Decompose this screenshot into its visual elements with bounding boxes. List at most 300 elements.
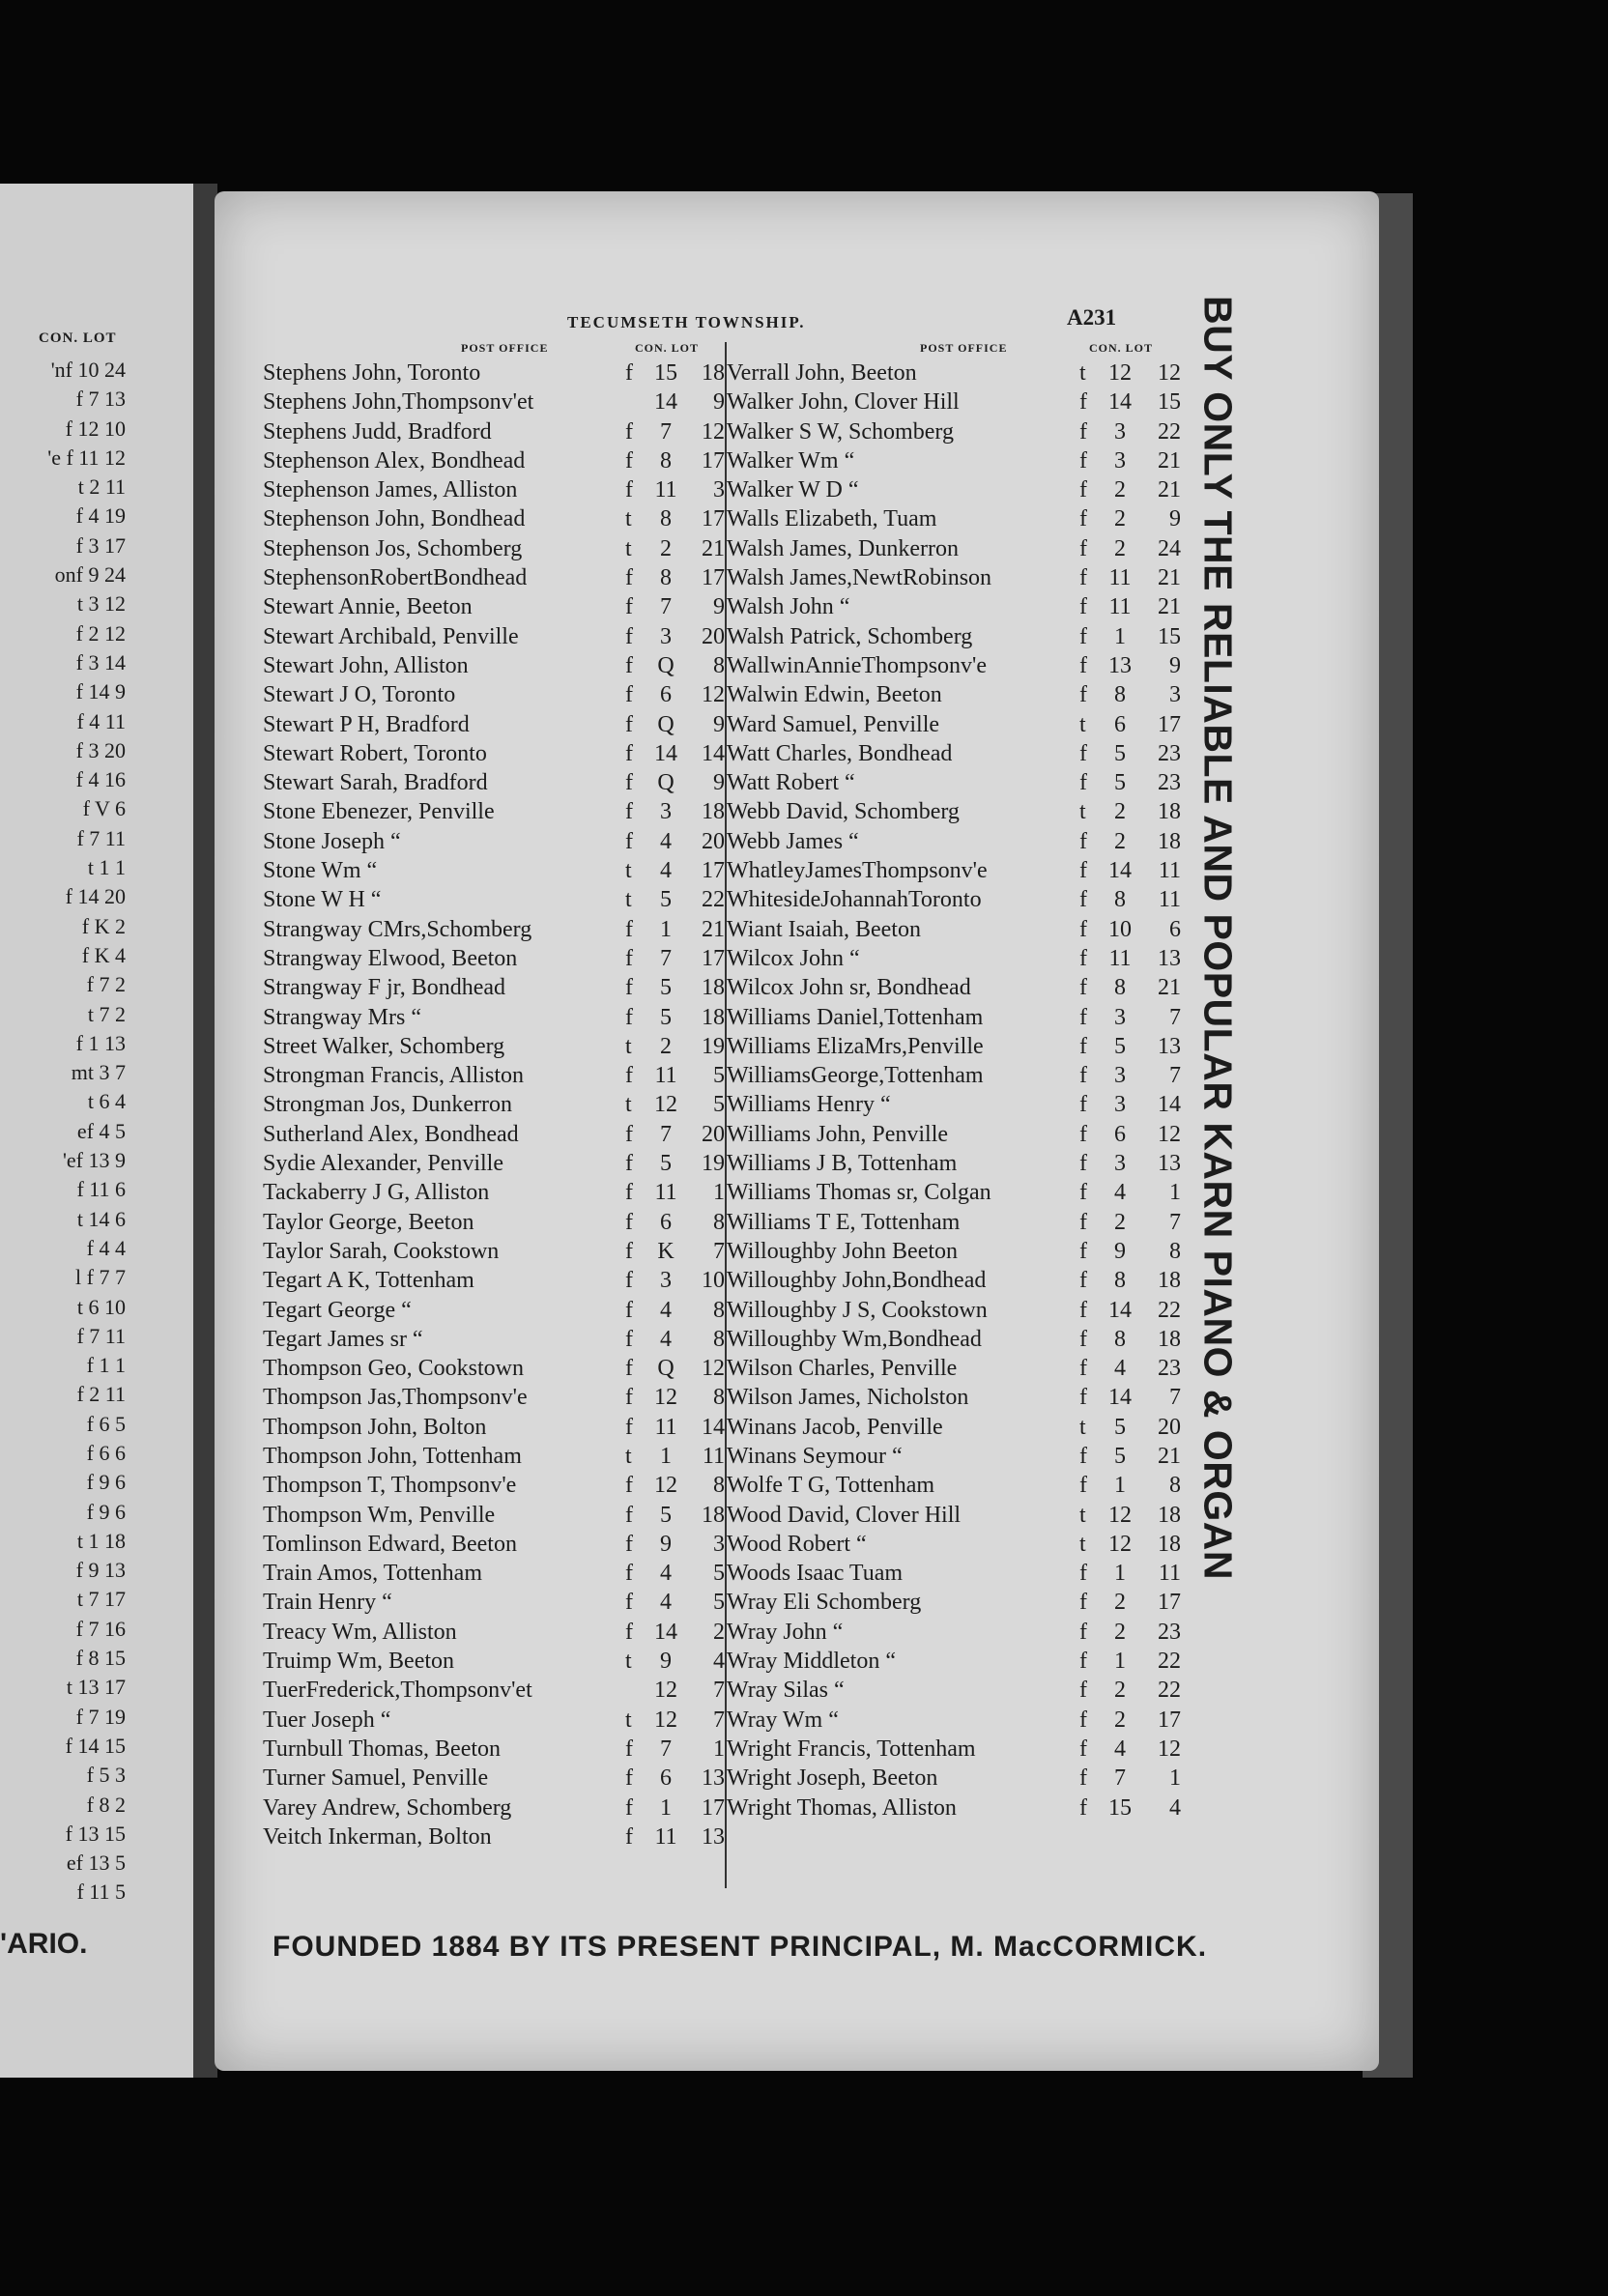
entry-concession: 3 [660,799,672,825]
entry-tenure: f [625,360,633,386]
entry-concession: 1 [660,1794,672,1821]
entry-tenure: f [625,1823,633,1850]
entry-concession: 6 [660,1765,672,1792]
entry-concession: 2 [660,1033,672,1059]
entry-concession: 2 [1114,1590,1126,1616]
entry-name: Strangway F jr, Bondhead [263,975,506,1001]
left-page-entry: f 2 12 [75,620,126,646]
entry-name: Williams ElizaMrs,Penville [727,1033,984,1059]
entry-lot: 21 [1158,975,1181,1001]
entry-name: Thompson Wm, Penville [263,1502,496,1528]
directory-entry [727,1794,1186,1822]
entry-lot: 19 [702,1151,725,1177]
left-page-entry: f 5 3 [86,1763,126,1788]
directory-entry [263,915,725,944]
directory-entry [263,1325,725,1354]
entry-lot: 23 [1158,1356,1181,1382]
entry-name: Watt Robert “ [727,770,855,796]
directory-entry [727,1706,1186,1735]
entry-tenure: f [625,1531,633,1557]
entry-lot: 10 [702,1268,725,1294]
entry-concession: Q [657,652,675,678]
left-page-entry: f 8 15 [75,1646,126,1671]
entry-lot: 12 [702,682,725,708]
entry-lot: 4 [1169,1794,1181,1821]
entry-name: Walker John, Clover Hill [727,389,960,416]
entry-concession: 12 [1108,1531,1132,1557]
entry-concession: 8 [660,565,672,591]
directory-entry [727,651,1186,680]
entry-concession: 12 [654,1385,677,1411]
entry-tenure: f [1079,975,1087,1001]
entry-lot: 7 [1169,1063,1181,1089]
entry-tenure: t [1079,360,1086,386]
directory-entry [263,1735,725,1764]
entry-tenure: f [1079,682,1087,708]
entry-lot: 18 [1158,799,1181,825]
page-number: A231 [1067,305,1117,330]
entry-concession: 5 [1114,740,1126,766]
entry-lot: 17 [1158,1590,1181,1616]
entry-name: Walker S W, Schomberg [727,418,954,445]
entry-tenure: f [625,1765,633,1792]
directory-entry [263,1588,725,1617]
entry-tenure: f [1079,1326,1087,1352]
entry-lot: 9 [1169,506,1181,532]
entry-lot: 13 [1158,1033,1181,1059]
entry-concession: 2 [1114,1619,1126,1645]
entry-name: Williams Daniel,Tottenham [727,1004,984,1030]
entry-concession: 15 [1108,1794,1132,1821]
entry-lot: 22 [1158,418,1181,445]
directory-entry [263,1822,725,1851]
directory-entry [727,1003,1186,1032]
entry-name: Thompson Jas,Thompsonv'e [263,1385,528,1411]
left-page-column [0,356,126,1908]
entry-name: Walker W D “ [727,477,859,503]
entry-tenure: f [625,1794,633,1821]
entry-tenure: t [1079,711,1086,737]
entry-lot: 21 [702,916,725,942]
entry-tenure: f [1079,828,1087,854]
entry-lot: 15 [1158,623,1181,649]
entry-tenure: f [625,1121,633,1147]
directory-entry [727,944,1186,973]
entry-lot: 8 [1169,1238,1181,1264]
left-page-entry: f 7 11 [76,825,126,850]
entry-concession: 3 [1114,1063,1126,1089]
entry-lot: 12 [1158,1121,1181,1147]
left-page-entry: f 11 6 [76,1177,126,1202]
directory-entry [727,1530,1186,1559]
entry-lot: 9 [713,711,725,737]
entry-lot: 13 [702,1765,725,1792]
entry-tenure: f [1079,623,1087,649]
entry-concession: 7 [1114,1765,1126,1792]
entry-lot: 3 [1169,682,1181,708]
directory-entry [263,651,725,680]
directory-entry [727,1588,1186,1617]
left-page-entry: f 7 2 [86,972,126,997]
entry-tenure: f [1079,1151,1087,1177]
directory-entry [727,827,1186,856]
entry-name: Williams T E, Tottenham [727,1209,961,1235]
left-page-entry: t 3 12 [76,591,126,617]
entry-name: Wilson Charles, Penville [727,1356,958,1382]
left-page-footer: 'ARIO. [0,1928,88,1960]
entry-lot: 23 [1158,740,1181,766]
directory-entry [263,1178,725,1207]
entry-concession: 8 [1114,887,1126,913]
entry-tenure: f [1079,565,1087,591]
entry-name: Stewart Archibald, Penville [263,623,519,649]
entry-name: Stephenson Alex, Bondhead [263,447,526,474]
entry-concession: Q [657,711,675,737]
entry-concession: 5 [660,1502,672,1528]
entry-concession: 7 [660,1736,672,1762]
left-page-entry: f 4 19 [75,503,126,529]
entry-lot: 20 [702,828,725,854]
entry-concession: 1 [1114,1473,1126,1499]
directory-entry [727,1237,1186,1266]
entry-name: Wray Silas “ [727,1678,845,1704]
entry-tenure: f [625,1151,633,1177]
entry-name: Stephenson John, Bondhead [263,506,526,532]
entry-tenure: t [625,1443,632,1469]
entry-lot: 18 [702,1502,725,1528]
entry-concession: 11 [654,1180,677,1206]
entry-name: Ward Samuel, Penville [727,711,940,737]
entry-tenure: f [1079,1385,1087,1411]
directory-entry [727,504,1186,533]
entry-concession: 4 [1114,1736,1126,1762]
entry-concession: 4 [1114,1356,1126,1382]
entry-concession: 14 [1108,858,1132,884]
directory-entry [263,1559,725,1588]
entry-concession: 14 [654,1619,677,1645]
directory-entry [263,1120,725,1149]
entry-tenure: f [625,1063,633,1089]
entry-lot: 18 [702,1004,725,1030]
entry-lot: 17 [702,447,725,474]
directory-entry [263,1501,725,1530]
directory-entry [727,1647,1186,1676]
entry-tenure: f [625,945,633,971]
entry-tenure: t [625,535,632,561]
directory-entry [727,1618,1186,1647]
entry-lot: 19 [702,1033,725,1059]
entry-lot: 21 [702,535,725,561]
entry-tenure: f [625,594,633,620]
entry-tenure: f [625,1385,633,1411]
entry-tenure: f [625,682,633,708]
directory-entry [263,1032,725,1061]
entry-concession: 6 [1114,711,1126,737]
directory-entry [263,1647,725,1676]
entry-name: Tackaberry J G, Alliston [263,1180,490,1206]
side-advertisement-text: BUY ONLY THE RELIABLE AND POPULAR KARN PIANO & ORGAN [1195,296,1241,1580]
directory-entry [263,1237,725,1266]
entry-lot: 24 [1158,535,1181,561]
entry-lot: 20 [702,623,725,649]
directory-entry [263,1090,725,1119]
entry-lot: 17 [702,945,725,971]
entry-name: Wright Francis, Tottenham [727,1736,976,1762]
entry-name: WhatleyJamesThompsonv'e [727,858,988,884]
entry-name: Stewart John, Alliston [263,652,469,678]
directory-entry [727,973,1186,1002]
directory-entry [727,446,1186,475]
entry-tenure: f [1079,1619,1087,1645]
entry-concession: 1 [660,1443,672,1469]
entry-lot: 18 [702,975,725,1001]
entry-tenure: f [625,1561,633,1587]
entry-lot: 17 [702,506,725,532]
entry-lot: 12 [702,1356,725,1382]
entry-name: Stone Ebenezer, Penville [263,799,495,825]
directory-entry [263,680,725,709]
left-page-entry: f 14 15 [65,1733,126,1758]
entry-concession: 14 [654,389,677,416]
entry-concession: 11 [654,1414,677,1440]
directory-entry [727,915,1186,944]
entry-name: TuerFrederick,Thompsonv'et [263,1678,532,1704]
entry-tenure: f [1079,1033,1087,1059]
directory-entry [727,710,1186,739]
directory-entry [727,739,1186,768]
directory-entry [263,475,725,504]
directory-entry [727,534,1186,563]
entry-tenure: f [625,799,633,825]
entry-name: Stephens Judd, Bradford [263,418,492,445]
right-column [727,337,1186,1822]
entry-name: Williams J B, Tottenham [727,1151,958,1177]
left-page-entry: ef 4 5 [76,1118,126,1143]
left-page-entry: f K 2 [81,913,126,938]
entry-concession: 8 [1114,1268,1126,1294]
directory-entry [263,504,725,533]
directory-entry [727,768,1186,797]
directory-page [215,191,1379,2071]
entry-tenure: t [1079,1414,1086,1440]
entry-concession: 3 [1114,1092,1126,1118]
entry-lot: 11 [1158,858,1181,884]
entry-lot: 5 [713,1092,725,1118]
entry-name: Veitch Inkerman, Bolton [263,1823,492,1850]
entry-lot: 18 [702,360,725,386]
left-page-entry: t 7 17 [76,1587,126,1612]
entry-concession: 7 [660,418,672,445]
entry-tenure: t [625,887,632,913]
directory-entry [263,1383,725,1412]
entry-lot: 23 [1158,770,1181,796]
entry-tenure: f [625,711,633,737]
entry-concession: 5 [660,1004,672,1030]
directory-entry [263,1266,725,1295]
entry-lot: 18 [1158,1326,1181,1352]
entry-concession: 2 [1114,828,1126,854]
entry-concession: 7 [660,945,672,971]
left-page-entry: f 9 6 [86,1499,126,1524]
directory-entry [727,592,1186,621]
entry-tenure: f [1079,652,1087,678]
directory-entry [263,446,725,475]
left-page-entry: f 3 20 [75,737,126,762]
entry-tenure: f [1079,740,1087,766]
entry-name: Turner Samuel, Penville [263,1765,489,1792]
entry-tenure: f [1079,1561,1087,1587]
entry-name: Stephens John,Thompsonv'et [263,389,534,416]
left-page-entry: mt 3 7 [71,1060,126,1085]
entry-name: Stephenson James, Alliston [263,477,518,503]
entry-tenure: f [1079,945,1087,971]
directory-entry [727,359,1186,387]
entry-tenure: t [1079,1531,1086,1557]
entry-lot: 17 [702,1794,725,1821]
entry-concession: 2 [1114,535,1126,561]
directory-entry [263,768,725,797]
left-page-entry: t 7 2 [87,1001,126,1026]
entry-name: Wiant Isaiah, Beeton [727,916,921,942]
entry-concession: 5 [1114,1033,1126,1059]
directory-entry [263,1794,725,1822]
entry-concession: 13 [1108,652,1132,678]
entry-name: Taylor George, Beeton [263,1209,474,1235]
entry-name: WhitesideJohannahToronto [727,887,982,913]
entry-name: Verrall John, Beeton [727,360,917,386]
entry-concession: 3 [1114,1151,1126,1177]
entry-lot: 13 [702,1823,725,1850]
directory-entry [263,1442,725,1471]
entry-lot: 3 [713,1531,725,1557]
left-page-entry: f 11 5 [76,1880,126,1905]
entry-concession: 12 [1108,1502,1132,1528]
entry-tenure: f [1079,1238,1087,1264]
entry-tenure: f [1079,506,1087,532]
entry-name: Turnbull Thomas, Beeton [263,1736,502,1762]
directory-entry [727,1471,1186,1500]
entry-lot: 8 [713,1297,725,1323]
entry-name: Taylor Sarah, Cookstown [263,1238,500,1264]
entry-name: Willoughby John Beeton [727,1238,959,1264]
entry-concession: 6 [660,1209,672,1235]
entry-tenure: f [1079,887,1087,913]
directory-entry [727,1120,1186,1149]
entry-name: Thompson Geo, Cookstown [263,1356,524,1382]
entry-lot: 7 [1169,1385,1181,1411]
entry-name: Walker Wm “ [727,447,855,474]
left-column [263,337,725,1851]
entry-lot: 15 [1158,389,1181,416]
entry-tenure: f [625,565,633,591]
column-header [263,337,725,359]
entry-tenure: f [1079,1092,1087,1118]
entry-tenure: f [625,1004,633,1030]
left-page-entry: f 6 6 [86,1440,126,1465]
entry-tenure: t [625,506,632,532]
entry-name: Truimp Wm, Beeton [263,1649,455,1675]
entry-lot: 17 [1158,711,1181,737]
entry-lot: 1 [1169,1765,1181,1792]
entry-lot: 18 [1158,1268,1181,1294]
entry-name: Street Walker, Schomberg [263,1033,505,1059]
entry-tenure: f [1079,1180,1087,1206]
entry-concession: 2 [1114,1209,1126,1235]
entry-tenure: t [625,1707,632,1733]
directory-entry [727,622,1186,651]
left-page-entry: f 2 11 [76,1382,126,1407]
entry-tenure: t [625,858,632,884]
entry-lot: 21 [1158,594,1181,620]
left-page-entry: f 7 19 [75,1704,126,1729]
entry-name: Strangway CMrs,Schomberg [263,916,532,942]
entry-lot: 8 [713,652,725,678]
entry-lot: 18 [1158,1502,1181,1528]
entry-lot: 22 [1158,1649,1181,1675]
entry-tenure: f [625,1297,633,1323]
left-page-entry: t 1 1 [87,855,126,880]
entry-name: WilliamsGeorge,Tottenham [727,1063,984,1089]
entry-tenure: f [1079,1473,1087,1499]
entry-tenure: f [625,623,633,649]
entry-lot: 13 [1158,945,1181,971]
directory-entry [727,1090,1186,1119]
entry-lot: 12 [1158,360,1181,386]
directory-entry [263,1706,725,1735]
entry-name: Wolfe T G, Tottenham [727,1473,935,1499]
entry-tenure: f [625,1502,633,1528]
entry-tenure: f [1079,1063,1087,1089]
entry-lot: 13 [1158,1151,1181,1177]
directory-entry [263,359,725,387]
entry-name: Stone Joseph “ [263,828,401,854]
entry-concession: 4 [660,1297,672,1323]
entry-lot: 8 [713,1473,725,1499]
entry-concession: 7 [660,594,672,620]
directory-entry [263,387,725,416]
entry-lot: 23 [1158,1619,1181,1645]
entry-tenure: f [1079,1443,1087,1469]
entry-tenure: f [625,916,633,942]
entry-lot: 3 [713,477,725,503]
entry-concession: 11 [1108,565,1132,591]
entry-concession: 2 [1114,477,1126,503]
entry-lot: 8 [1169,1473,1181,1499]
entry-concession: 14 [654,740,677,766]
directory-entry [727,680,1186,709]
entry-lot: 1 [713,1180,725,1206]
entry-tenure: f [1079,1794,1087,1821]
directory-entry [727,1676,1186,1705]
entry-name: Walsh James,NewtRobinson [727,565,992,591]
left-page-entry: f 7 16 [75,1616,126,1641]
entry-name: Wright Thomas, Alliston [727,1794,957,1821]
entry-tenure: f [625,1238,633,1264]
left-page-entry: f 4 16 [75,767,126,792]
entry-concession: 1 [660,916,672,942]
entry-tenure: f [625,1619,633,1645]
left-page-entry: f 9 13 [75,1558,126,1583]
entry-name: Stewart Robert, Toronto [263,740,487,766]
entry-name: Watt Charles, Bondhead [727,740,953,766]
entry-name: Stephenson Jos, Schomberg [263,535,523,561]
entry-name: Wright Joseph, Beeton [727,1765,938,1792]
entry-name: Treacy Wm, Alliston [263,1619,457,1645]
left-page-entry: f V 6 [82,796,126,821]
directory-entry [727,1413,1186,1442]
entry-lot: 5 [713,1561,725,1587]
entry-name: Tegart George “ [263,1297,412,1323]
